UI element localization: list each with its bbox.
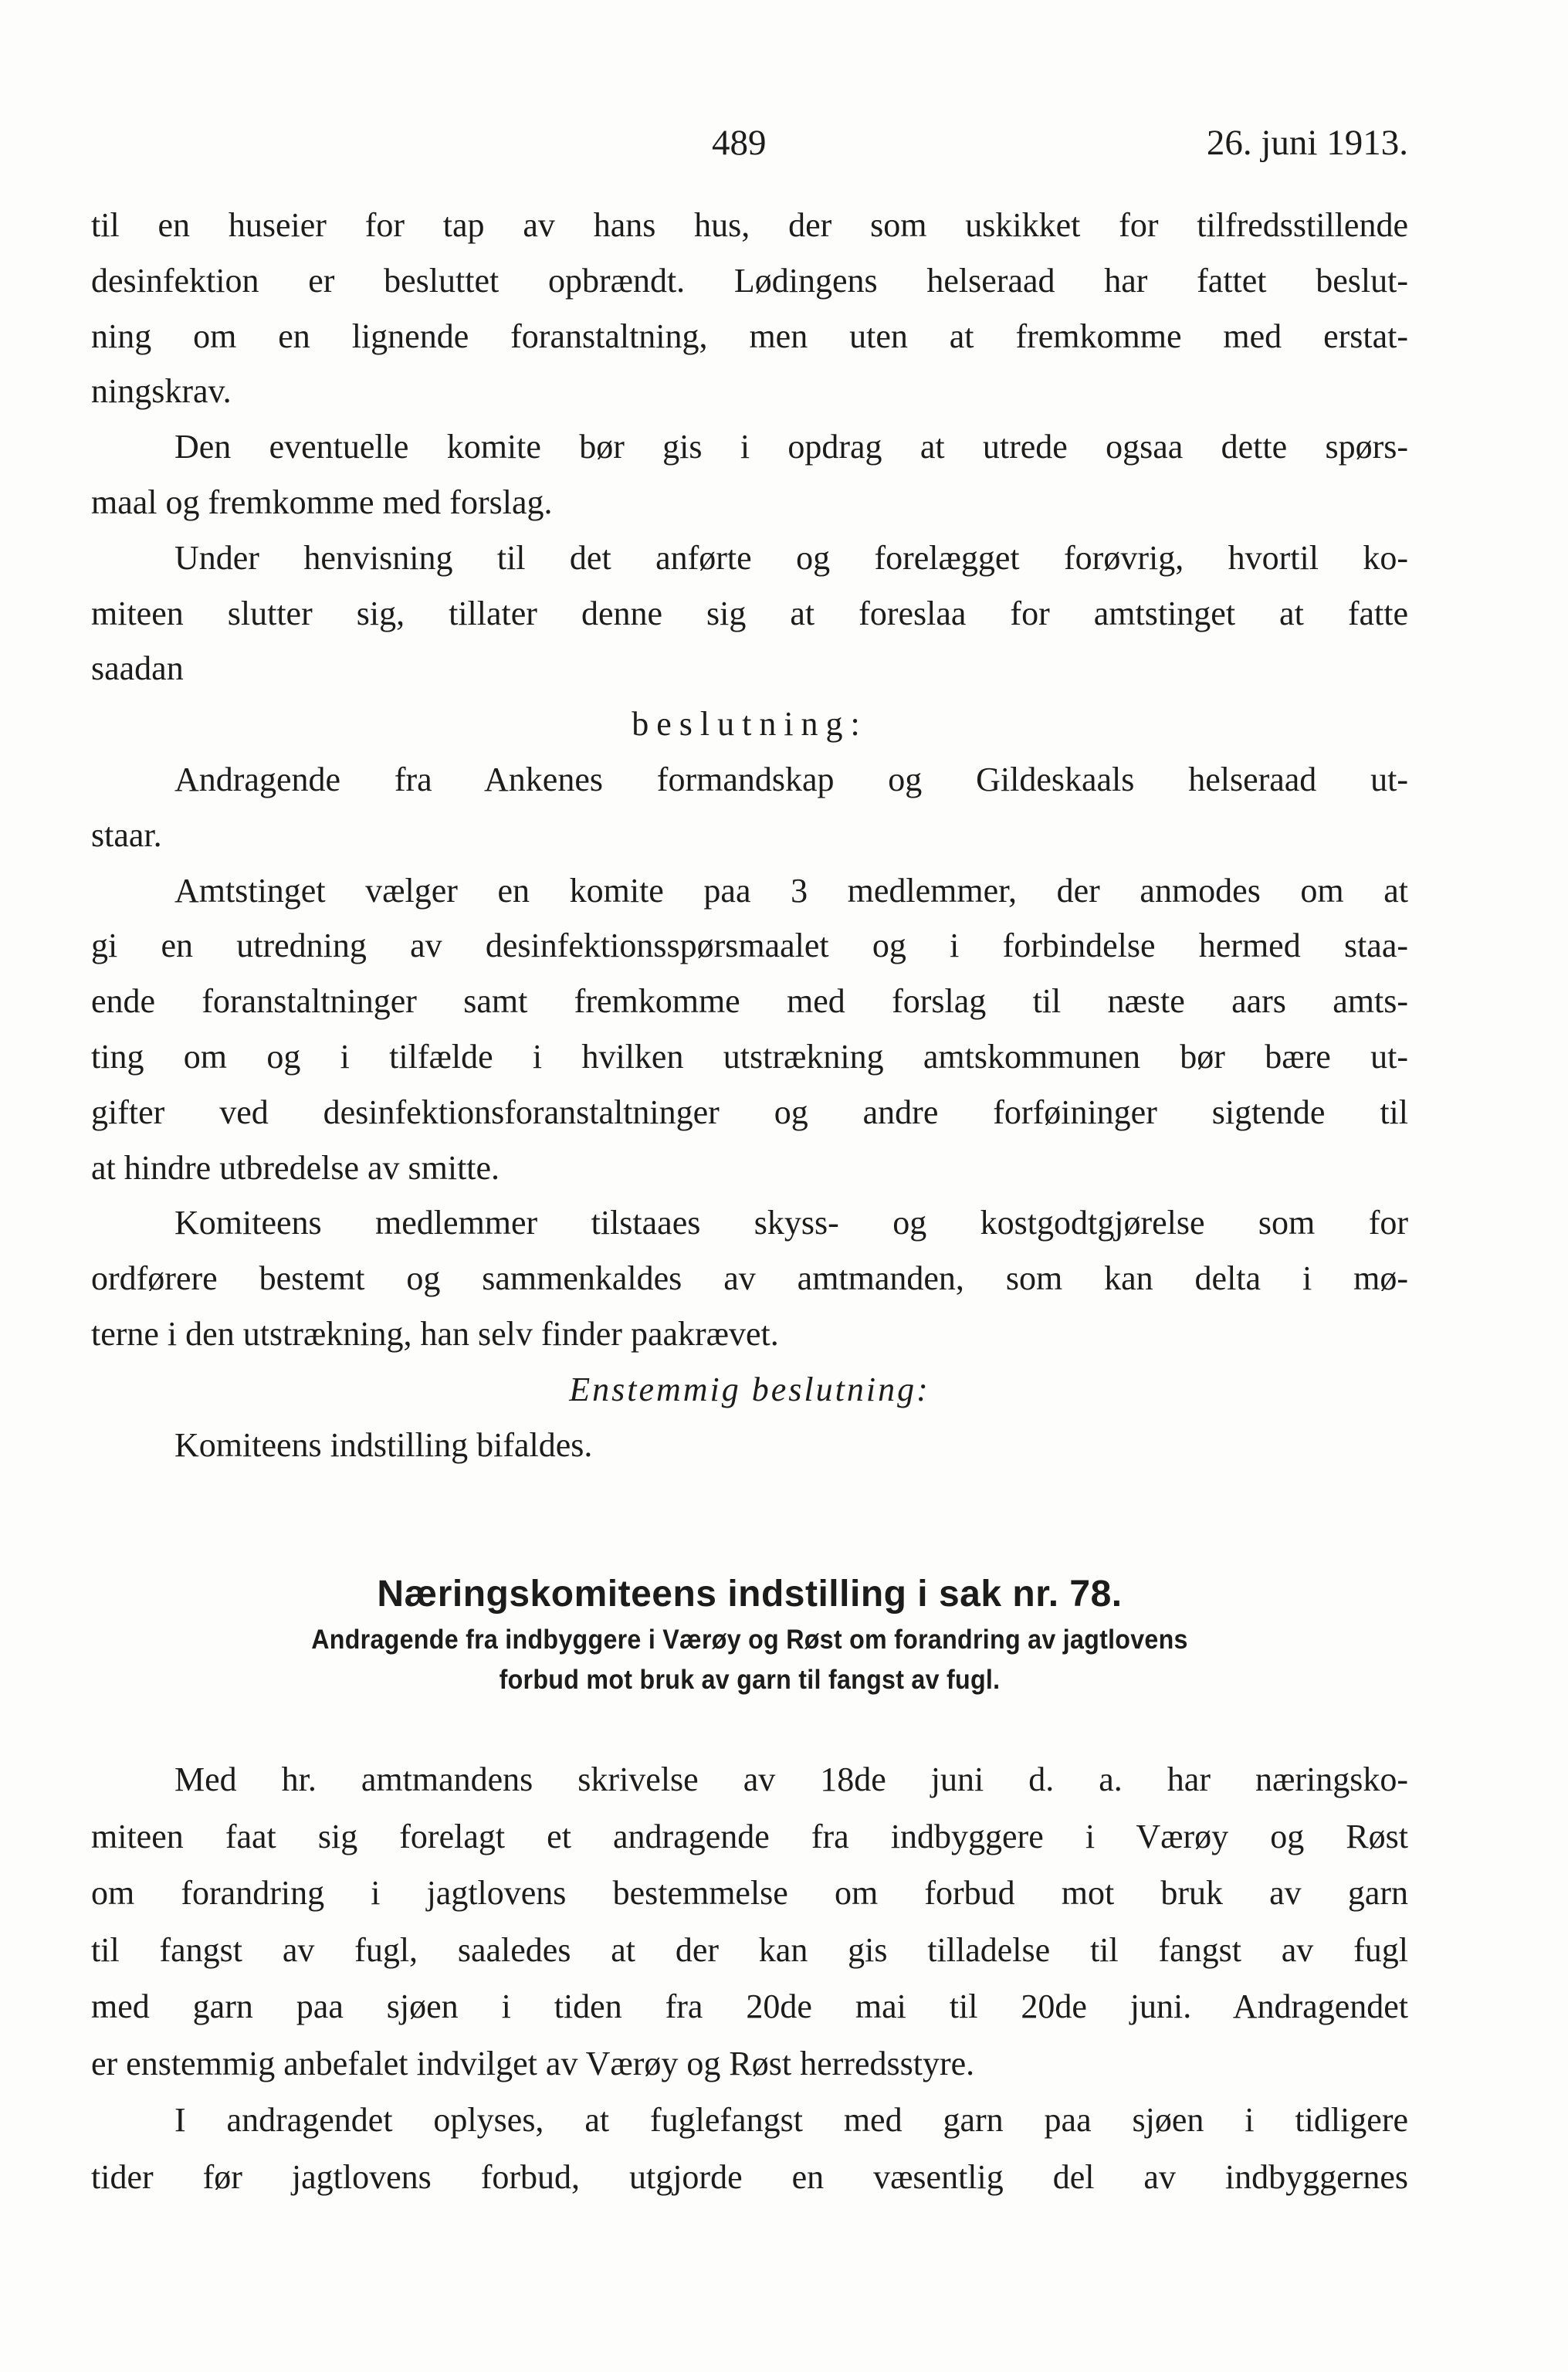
text-line: til en huseier for tap av hans hus, der som uskikket for tilfredsstillende <box>91 206 1408 244</box>
page-number: 489 <box>712 123 767 163</box>
section-title: Næringskomiteens indstilling i sak nr. 78. <box>377 1574 1123 1615</box>
text-line: at hindre utbredelse av smitte. <box>91 1148 500 1187</box>
text-line: staar. <box>91 815 162 854</box>
section-desinfektion <box>91 198 1408 1472</box>
section-heading <box>91 1569 1408 1700</box>
header-date: 26. juni 1913. <box>1206 123 1408 163</box>
text-line: saadan <box>91 649 184 688</box>
page-header <box>0 122 1568 176</box>
text-line: terne i den utstrækning, han selv finder paakrævet. <box>91 1314 779 1353</box>
unanimous-resolution-label: Enstemmig beslutning: <box>569 1370 930 1408</box>
text-line: ning om en lignende foranstaltning, men uten at fremkomme med erstat- <box>91 317 1408 355</box>
text-line: I andragendet oplyses, at fuglefangst med garn paa sjøen i tidligere <box>174 2101 1408 2139</box>
text-line: maal og fremkomme med forslag. <box>91 483 553 521</box>
text-line: desinfektion er besluttet opbrændt. Lødingens helseraad har fattet beslut- <box>91 261 1408 300</box>
text-line: ting om og i tilfælde i hvilken utstrækning amtskommunen bør bære ut- <box>91 1037 1408 1076</box>
text-line: ende foranstaltninger samt fremkomme med forslag til næste aars amts- <box>91 982 1408 1021</box>
section-subtitle: forbud mot bruk av garn til fangst av fugl. <box>499 1665 1001 1695</box>
resolution-label: beslutning: <box>632 705 868 744</box>
text-line: med garn paa sjøen i tiden fra 20de mai til 20de juni. Andragendet <box>91 1987 1408 2025</box>
text-line: Den eventuelle komite bør gis i opdrag at utrede ogsaa dette spørs- <box>174 428 1408 466</box>
text-line: Amtstinget vælger en komite paa 3 medlemmer, der anmodes om at <box>174 871 1408 910</box>
text-line: tider før jagtlovens forbud, utgjorde en væsentlig del av indbyggernes <box>91 2157 1408 2196</box>
text-line: Med hr. amtmandens skrivelse av 18de juni d. a. har næringsko- <box>174 1760 1408 1798</box>
text-line: Komiteens medlemmer tilstaaes skyss- og kostgodtgjørelse som for <box>174 1204 1408 1242</box>
text-line: om forandring i jagtlovens bestemmelse om forbud mot bruk av garn <box>91 1874 1408 1912</box>
text-line: til fangst av fugl, saaledes at der kan gis tilladelse til fangst av fugl <box>91 1930 1408 1969</box>
text-line: ordførere bestemt og sammenkaldes av amtmanden, som kan delta i mø- <box>91 1259 1408 1298</box>
text-line: gi en utredning av desinfektionsspørsmaalet og i forbindelse hermed staa- <box>91 927 1408 965</box>
text-line: er enstemmig anbefalet indvilget av Værøy og Røst herredsstyre. <box>91 2044 975 2082</box>
section-naeringskomite <box>91 1751 1408 2205</box>
text-line: ningskrav. <box>91 372 232 411</box>
text-line: miteen slutter sig, tillater denne sig at foreslaa for amtstinget at fatte <box>91 594 1408 632</box>
text-line: Komiteens indstilling bifaldes. <box>174 1425 593 1464</box>
text-line: Andragende fra Ankenes formandskap og Gildeskaals helseraad ut- <box>174 760 1408 798</box>
section-subtitle: Andragende fra indbyggere i Værøy og Røst om forandring av jagtlovens <box>311 1625 1188 1655</box>
text-line: gifter ved desinfektionsforanstaltninger og andre forføininger sigtende til <box>91 1093 1408 1131</box>
text-line: miteen faat sig forelagt et andragende fra indbyggere i Værøy og Røst <box>91 1817 1408 1855</box>
text-line: Under henvisning til det anførte og forelægget forøvrig, hvortil ko- <box>174 538 1408 577</box>
